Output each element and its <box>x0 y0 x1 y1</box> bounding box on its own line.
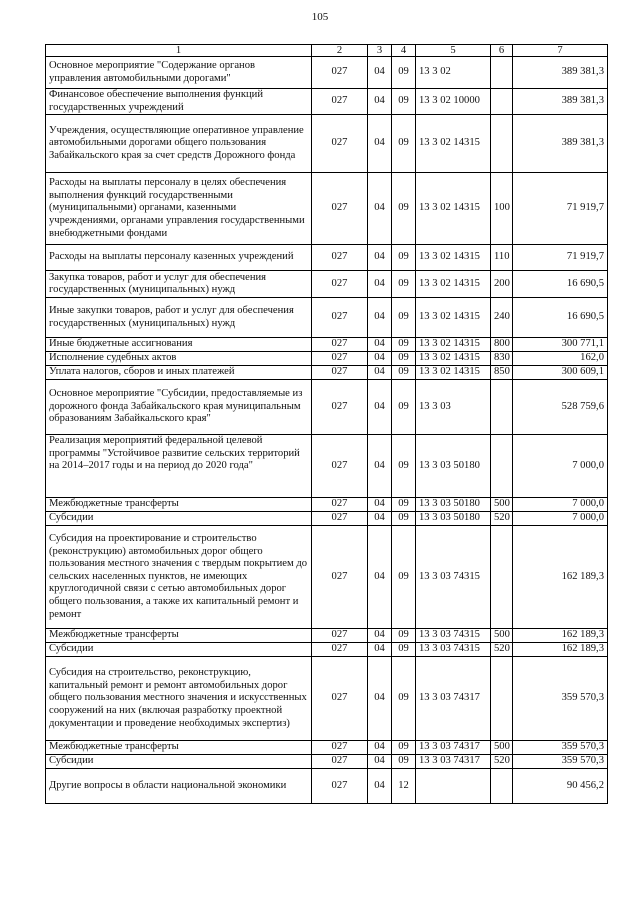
row-target-article: 13 3 02 14315 <box>416 173 491 245</box>
table-row <box>46 338 608 352</box>
row-target-article: 13 3 02 14315 <box>416 115 491 173</box>
table-row <box>46 526 608 629</box>
row-subsection: 09 <box>392 352 416 366</box>
row-amount: 300 771,1 <box>513 338 608 352</box>
row-expense-type: 830 <box>491 352 513 366</box>
row-section: 04 <box>368 57 392 89</box>
row-section: 04 <box>368 271 392 298</box>
row-subsection: 09 <box>392 435 416 498</box>
row-section: 04 <box>368 380 392 435</box>
row-admin-code: 027 <box>312 245 368 271</box>
row-description: Реализация мероприятий федеральной целевой программы "Устойчивое развитие сельских территорий на 2014–2017 годы и на период до 2020 года" <box>46 435 312 498</box>
row-admin-code: 027 <box>312 629 368 643</box>
row-subsection: 09 <box>392 57 416 89</box>
row-expense-type: 520 <box>491 755 513 769</box>
row-admin-code: 027 <box>312 271 368 298</box>
row-subsection: 09 <box>392 512 416 526</box>
row-subsection: 09 <box>392 173 416 245</box>
row-amount: 16 690,5 <box>513 271 608 298</box>
row-amount: 7 000,0 <box>513 435 608 498</box>
row-expense-type: 200 <box>491 271 513 298</box>
row-amount: 300 609,1 <box>513 366 608 380</box>
row-subsection: 09 <box>392 629 416 643</box>
table-row <box>46 643 608 657</box>
row-subsection: 12 <box>392 769 416 804</box>
row-section: 04 <box>368 498 392 512</box>
row-amount: 359 570,3 <box>513 741 608 755</box>
row-target-article: 13 3 02 14315 <box>416 366 491 380</box>
row-admin-code: 027 <box>312 769 368 804</box>
row-description: Расходы на выплаты персоналу казенных учреждений <box>46 245 312 271</box>
row-target-article: 13 3 02 14315 <box>416 245 491 271</box>
row-description: Межбюджетные трансферты <box>46 629 312 643</box>
row-expense-type <box>491 769 513 804</box>
row-subsection: 09 <box>392 271 416 298</box>
row-admin-code: 027 <box>312 526 368 629</box>
row-target-article: 13 3 03 50180 <box>416 512 491 526</box>
row-section: 04 <box>368 755 392 769</box>
row-description: Финансовое обеспечение выполнения функций государственных учреждений <box>46 89 312 115</box>
row-target-article: 13 3 03 50180 <box>416 435 491 498</box>
row-amount: 162 189,3 <box>513 526 608 629</box>
row-description: Расходы на выплаты персоналу в целях обеспечения выполнения функций государственными (муниципальными) органами, казенными учреждениями, органами управления государственными внебюджетными фондами <box>46 173 312 245</box>
row-section: 04 <box>368 741 392 755</box>
row-admin-code: 027 <box>312 115 368 173</box>
row-admin-code: 027 <box>312 89 368 115</box>
row-section: 04 <box>368 338 392 352</box>
row-description: Исполнение судебных актов <box>46 352 312 366</box>
row-section: 04 <box>368 366 392 380</box>
row-admin-code: 027 <box>312 380 368 435</box>
row-description: Субсидии <box>46 512 312 526</box>
row-target-article: 13 3 02 <box>416 57 491 89</box>
row-subsection: 09 <box>392 498 416 512</box>
row-section: 04 <box>368 435 392 498</box>
column-header: 4 <box>392 45 416 57</box>
row-target-article <box>416 769 491 804</box>
row-amount: 16 690,5 <box>513 298 608 338</box>
row-amount: 7 000,0 <box>513 498 608 512</box>
header-row <box>46 45 608 57</box>
row-expense-type: 800 <box>491 338 513 352</box>
row-description: Закупка товаров, работ и услуг для обеспечения государственных (муниципальных) нужд <box>46 271 312 298</box>
row-expense-type <box>491 526 513 629</box>
row-admin-code: 027 <box>312 352 368 366</box>
row-target-article: 13 3 02 14315 <box>416 338 491 352</box>
row-subsection: 09 <box>392 657 416 741</box>
row-admin-code: 027 <box>312 173 368 245</box>
row-expense-type: 520 <box>491 643 513 657</box>
budget-table <box>45 44 608 804</box>
row-section: 04 <box>368 352 392 366</box>
row-amount: 528 759,6 <box>513 380 608 435</box>
table-row <box>46 755 608 769</box>
row-expense-type: 110 <box>491 245 513 271</box>
table-row <box>46 271 608 298</box>
table-row <box>46 498 608 512</box>
table-row <box>46 89 608 115</box>
row-section: 04 <box>368 769 392 804</box>
row-target-article: 13 3 03 50180 <box>416 498 491 512</box>
row-description: Субсидии <box>46 643 312 657</box>
row-admin-code: 027 <box>312 338 368 352</box>
row-section: 04 <box>368 89 392 115</box>
row-section: 04 <box>368 657 392 741</box>
row-description: Основное мероприятие "Содержание органов управления автомобильными дорогами" <box>46 57 312 89</box>
row-target-article: 13 3 03 74315 <box>416 643 491 657</box>
row-amount: 162,0 <box>513 352 608 366</box>
row-section: 04 <box>368 115 392 173</box>
row-subsection: 09 <box>392 643 416 657</box>
row-expense-type <box>491 89 513 115</box>
row-expense-type: 850 <box>491 366 513 380</box>
row-section: 04 <box>368 173 392 245</box>
table-row <box>46 512 608 526</box>
row-description: Субсидии <box>46 755 312 769</box>
row-section: 04 <box>368 643 392 657</box>
row-expense-type: 500 <box>491 498 513 512</box>
row-admin-code: 027 <box>312 57 368 89</box>
row-target-article: 13 3 03 74317 <box>416 741 491 755</box>
row-amount: 389 381,3 <box>513 89 608 115</box>
table-row <box>46 366 608 380</box>
row-expense-type: 500 <box>491 629 513 643</box>
row-expense-type: 100 <box>491 173 513 245</box>
row-expense-type <box>491 380 513 435</box>
row-amount: 90 456,2 <box>513 769 608 804</box>
row-description: Межбюджетные трансферты <box>46 498 312 512</box>
table-row <box>46 352 608 366</box>
row-amount: 162 189,3 <box>513 643 608 657</box>
row-expense-type <box>491 657 513 741</box>
row-section: 04 <box>368 512 392 526</box>
row-subsection: 09 <box>392 115 416 173</box>
page-number: 105 <box>311 11 329 23</box>
row-amount: 359 570,3 <box>513 755 608 769</box>
row-description: Субсидия на проектирование и строительство (реконструкцию) автомобильных дорог общего пользования местного значения с твердым покрытием до сельских населенных пунктов, не имеющих круглогодичной связи с сетью автомобильных дорог общего пользования, а также их капитальный ремонт и ремонт <box>46 526 312 629</box>
table-row <box>46 57 608 89</box>
row-target-article: 13 3 02 14315 <box>416 298 491 338</box>
row-expense-type: 520 <box>491 512 513 526</box>
row-section: 04 <box>368 298 392 338</box>
row-admin-code: 027 <box>312 755 368 769</box>
row-subsection: 09 <box>392 245 416 271</box>
row-admin-code: 027 <box>312 657 368 741</box>
row-target-article: 13 3 03 74315 <box>416 526 491 629</box>
row-target-article: 13 3 03 74315 <box>416 629 491 643</box>
row-description: Другие вопросы в области национальной экономики <box>46 769 312 804</box>
row-subsection: 09 <box>392 380 416 435</box>
row-admin-code: 027 <box>312 741 368 755</box>
row-subsection: 09 <box>392 338 416 352</box>
row-subsection: 09 <box>392 741 416 755</box>
row-subsection: 09 <box>392 755 416 769</box>
row-admin-code: 027 <box>312 298 368 338</box>
row-target-article: 13 3 03 74317 <box>416 657 491 741</box>
row-amount: 389 381,3 <box>513 57 608 89</box>
row-subsection: 09 <box>392 526 416 629</box>
column-header: 2 <box>312 45 368 57</box>
row-target-article: 13 3 03 74317 <box>416 755 491 769</box>
row-description: Основное мероприятие "Субсидии, предоставляемые из дорожного фонда Забайкальского края муниципальным образованиям Забайкальского края" <box>46 380 312 435</box>
column-header: 7 <box>513 45 608 57</box>
row-target-article: 13 3 02 10000 <box>416 89 491 115</box>
row-description: Учреждения, осуществляющие оперативное управление автомобильными дорогами общего пользования Забайкальского края за счет средств Дорожного фонда <box>46 115 312 173</box>
row-admin-code: 027 <box>312 435 368 498</box>
column-header: 5 <box>416 45 491 57</box>
column-header: 3 <box>368 45 392 57</box>
table-row <box>46 769 608 804</box>
table-row <box>46 298 608 338</box>
row-amount: 389 381,3 <box>513 115 608 173</box>
row-subsection: 09 <box>392 366 416 380</box>
table-row <box>46 629 608 643</box>
row-description: Субсидия на строительство, реконструкцию, капитальный ремонт и ремонт автомобильных дорог общего пользования местного значения и искусственных сооружений на них (включая разработку проектной документации и проведение необходимых экспертиз) <box>46 657 312 741</box>
table-row <box>46 435 608 498</box>
row-expense-type: 240 <box>491 298 513 338</box>
row-description: Иные закупки товаров, работ и услуг для обеспечения государственных (муниципальных) нужд <box>46 298 312 338</box>
row-admin-code: 027 <box>312 498 368 512</box>
row-expense-type <box>491 57 513 89</box>
row-expense-type: 500 <box>491 741 513 755</box>
table-row <box>46 115 608 173</box>
row-target-article: 13 3 03 <box>416 380 491 435</box>
row-amount: 71 919,7 <box>513 173 608 245</box>
row-expense-type <box>491 435 513 498</box>
table-row <box>46 741 608 755</box>
row-subsection: 09 <box>392 298 416 338</box>
row-section: 04 <box>368 526 392 629</box>
row-subsection: 09 <box>392 89 416 115</box>
table-row <box>46 245 608 271</box>
row-target-article: 13 3 02 14315 <box>416 352 491 366</box>
table-row <box>46 380 608 435</box>
row-amount: 7 000,0 <box>513 512 608 526</box>
row-description: Межбюджетные трансферты <box>46 741 312 755</box>
row-admin-code: 027 <box>312 366 368 380</box>
table-row <box>46 657 608 741</box>
table-row <box>46 173 608 245</box>
row-admin-code: 027 <box>312 512 368 526</box>
column-header: 1 <box>46 45 312 57</box>
row-admin-code: 027 <box>312 643 368 657</box>
row-target-article: 13 3 02 14315 <box>416 271 491 298</box>
column-header: 6 <box>491 45 513 57</box>
row-description: Иные бюджетные ассигнования <box>46 338 312 352</box>
row-description: Уплата налогов, сборов и иных платежей <box>46 366 312 380</box>
row-amount: 359 570,3 <box>513 657 608 741</box>
row-section: 04 <box>368 245 392 271</box>
row-amount: 162 189,3 <box>513 629 608 643</box>
row-section: 04 <box>368 629 392 643</box>
row-expense-type <box>491 115 513 173</box>
row-amount: 71 919,7 <box>513 245 608 271</box>
